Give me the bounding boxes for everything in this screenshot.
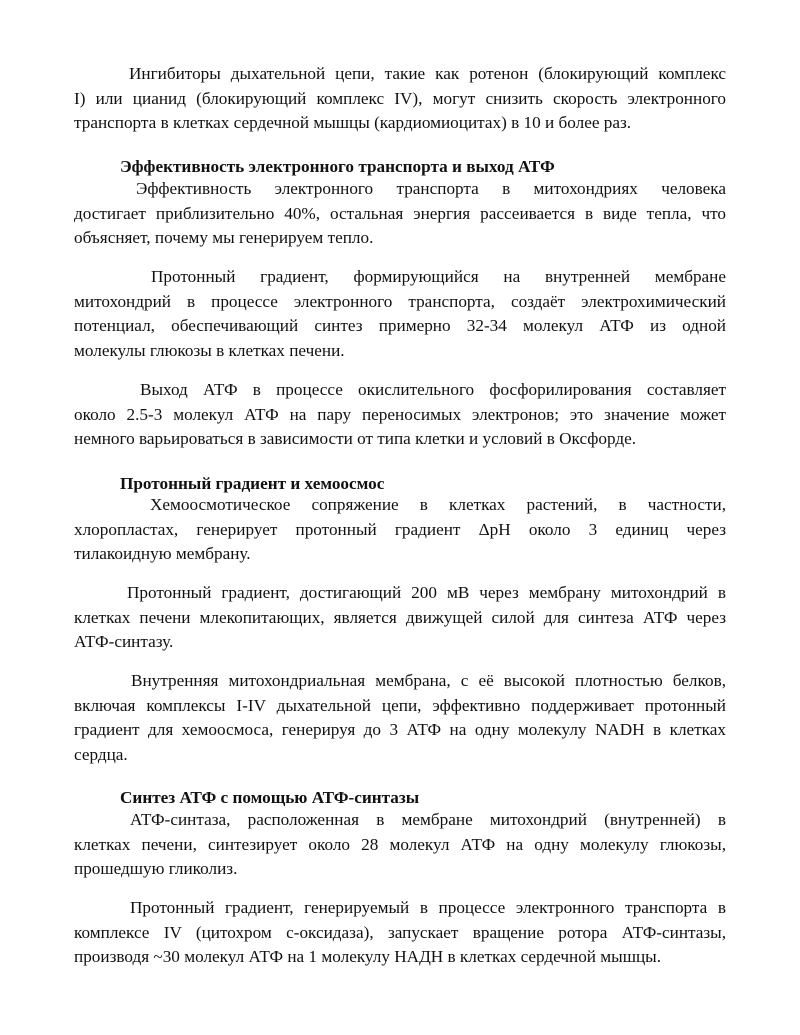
text-line: включая комплексы I-IV дыхательной цепи, эффективно поддерживает протонный <box>74 695 726 715</box>
paragraph-efficiency <box>74 177 726 251</box>
text-line: Протонный градиент, формирующийся на внутренней мембране <box>151 267 726 286</box>
text-line: АТФ-синтаза, расположенная в мембране митохондрий (внутренней) в <box>130 810 726 829</box>
text-line: Протонный градиент, генерируемый в процессе электронного транспорта в <box>130 898 726 917</box>
paragraph-200mv <box>74 581 726 655</box>
text-line: тилакоидную мембрану. <box>74 544 251 563</box>
text-line: Протонный градиент, достигающий 200 мВ через мембрану митохондрий в <box>127 583 726 602</box>
text-line: объясняет, почему мы генерируем тепло. <box>74 228 374 247</box>
paragraph-atp-synthase-liver <box>74 808 726 882</box>
text-line: транспорта в клетках сердечной мышцы (кардиомиоцитах) в 10 и более раз. <box>74 113 632 132</box>
text-line: достигает приблизительно 40%, остальная энергия рассеивается в виде тепла, что <box>74 203 726 223</box>
text-line: Хемоосмотическое сопряжение в клетках растений, в частности, <box>150 495 726 514</box>
text-line: клетках печени млекопитающих, является движущей силой для синтеза АТФ через <box>74 607 726 627</box>
paragraph-complex-iv <box>74 896 726 970</box>
text-line: АТФ-синтазу. <box>74 632 174 651</box>
paragraph-inner-membrane <box>74 669 726 767</box>
text-line: сердца. <box>74 744 128 764</box>
text-line: около 2.5-3 молекул АТФ на пару переносимых электронов; это значение может <box>74 404 726 424</box>
paragraph-inhibitors <box>74 62 726 136</box>
text-line: немного варьироваться в зависимости от типа клетки и условий в Оксфорде. <box>74 429 637 448</box>
text-line: молекулы глюкозы в клетках печени. <box>74 340 345 360</box>
section-heading-efficiency: Эффективность электронного транспорта и выход АТФ <box>120 157 555 176</box>
section-heading-atp-synthase: Синтез АТФ с помощью АТФ-синтазы <box>120 788 420 807</box>
text-line: производя ~30 молекул АТФ на 1 молекулу НАДН в клетках сердечной мышцы. <box>74 947 661 966</box>
text-line: прошедшую гликолиз. <box>74 859 238 878</box>
section-heading-chemiosmosis: Протонный градиент и хемоосмос <box>120 474 385 493</box>
text-line: хлоропластах, генерирует протонный градиент ΔpH около 3 единиц через <box>74 519 726 539</box>
text-line: Ингибиторы дыхательной цепи, такие как ротенон (блокирующий комплекс <box>129 64 726 83</box>
paragraph-chloroplasts <box>74 493 726 567</box>
text-line: Внутренняя митохондриальная мембрана, с её высокой плотностью белков, <box>131 671 726 690</box>
text-line: градиент для хемоосмоса, генерируя до 3 АТФ на одну молекулу NADH в клетках <box>74 720 726 739</box>
text-line: Выход АТФ в процессе окислительного фосфорилирования составляет <box>140 380 726 399</box>
paragraph-proton-gradient-potential <box>74 265 726 363</box>
paragraph-atp-yield <box>74 378 726 452</box>
text-line: клетках печени, синтезирует около 28 молекул АТФ на одну молекулу глюкозы, <box>74 834 726 854</box>
text-line: Эффективность электронного транспорта в митохондриях человека <box>136 179 726 198</box>
text-line: митохондрий в процессе электронного транспорта, создаёт электрохимический <box>74 291 726 311</box>
text-line: I) или цианид (блокирующий комплекс IV), могут снизить скорость электронного <box>74 88 726 108</box>
text-line: потенциал, обеспечивающий синтез примерно 32-34 молекул АТФ из одной <box>74 316 726 335</box>
text-line: комплексе IV (цитохром с-оксидаза), запускает вращение ротора АТФ-синтазы, <box>74 922 726 942</box>
